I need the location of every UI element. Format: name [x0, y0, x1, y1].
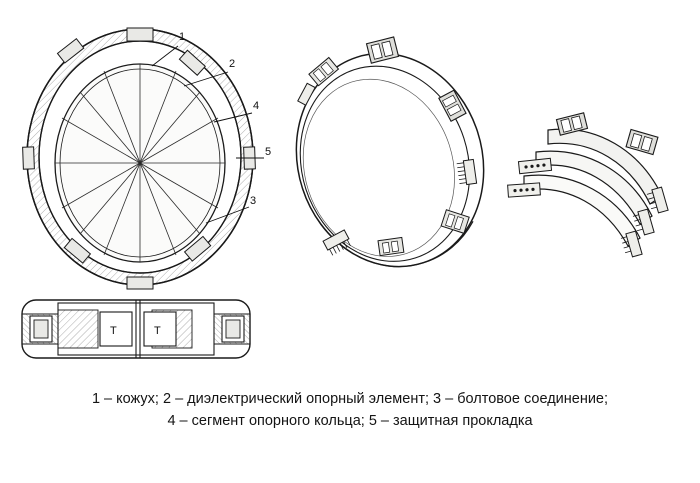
callout-5: 5: [265, 146, 272, 158]
caption-line-2: 4 – сегмент опорного кольца; 5 – защитная прокладка: [167, 413, 533, 430]
isometric-view-ring: [269, 29, 511, 291]
callout-4: 4: [253, 100, 260, 112]
segments-exploded-view: [508, 113, 668, 259]
plan-view-ring: [23, 28, 272, 289]
figure-caption: [0, 388, 700, 433]
callout-2: 2: [229, 58, 236, 70]
section-mark-right: T: [154, 325, 161, 337]
callout-1: 1: [179, 31, 186, 43]
callout-3: 3: [250, 195, 257, 207]
section-view-bolted-joint: [22, 300, 250, 358]
caption-line-1: 1 – кожух; 2 – диэлектрический опорный элемент; 3 – болтовое соединение;: [91, 391, 609, 407]
section-mark-left: T: [110, 325, 117, 337]
